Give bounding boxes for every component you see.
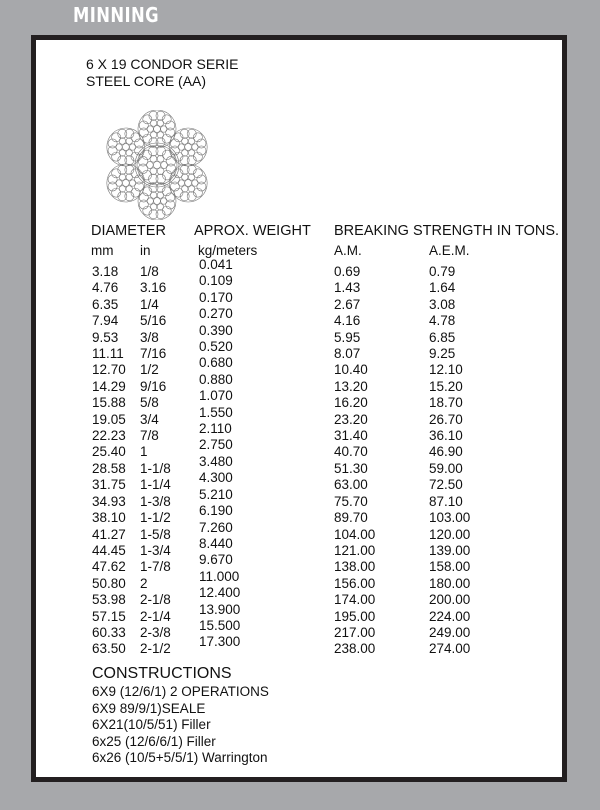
- mm-cell: 60.33: [92, 624, 126, 640]
- in-cell: 1/8: [140, 264, 159, 279]
- am-cell: 195.00: [334, 608, 376, 624]
- weight-header: APROX. WEIGHT: [194, 223, 311, 239]
- am-cell: 0.69: [334, 264, 361, 279]
- am-column: [334, 264, 375, 658]
- weight-cell: 4.300: [199, 470, 233, 486]
- mm-cell: 4.76: [92, 280, 119, 296]
- diameter-header: DIAMETER: [91, 223, 166, 239]
- weight-cell: 13.900: [199, 601, 241, 617]
- am-cell: 10.40: [334, 362, 368, 378]
- in-cell: 1/2: [140, 362, 159, 378]
- weight-subheader: kg/meters: [198, 243, 258, 258]
- weight-cell: 6.190: [199, 503, 233, 519]
- weight-cell: 15.500: [199, 617, 241, 633]
- in-cell: 2-3/8: [140, 624, 171, 640]
- in-cell: 9/16: [140, 378, 167, 394]
- weight-cell: 3.480: [199, 453, 233, 469]
- aem-cell: 15.20: [429, 378, 463, 394]
- in-cell: 3/8: [140, 329, 159, 345]
- weight-cell: 5.210: [199, 486, 233, 502]
- product-title: 6 X 19 CONDOR SERIE: [86, 56, 239, 72]
- am-cell: 31.40: [334, 428, 368, 444]
- mm-cell: 15.88: [92, 395, 126, 411]
- brand-title: MINNING: [73, 3, 160, 27]
- aem-cell: 139.00: [429, 542, 471, 558]
- am-cell: 16.20: [334, 395, 368, 411]
- spec-sheet: [31, 35, 567, 782]
- aem-cell: 249.00: [429, 624, 471, 640]
- construction-item: 6X9 (12/6/1) 2 OPERATIONS: [92, 684, 269, 699]
- in-cell: 3/4: [140, 411, 159, 427]
- in-cell: 2-1/4: [140, 608, 171, 624]
- aem-cell: 36.10: [429, 428, 463, 444]
- aem-cell: 158.00: [429, 559, 471, 575]
- am-cell: 89.70: [334, 510, 368, 526]
- am-cell: 40.70: [334, 444, 368, 460]
- aem-cell: 6.85: [429, 329, 456, 345]
- mm-cell: 57.15: [92, 608, 126, 624]
- aem-cell: 87.10: [429, 493, 463, 509]
- am-cell: 75.70: [334, 493, 368, 509]
- in-cell: 1: [140, 444, 148, 460]
- mm-cell: 6.35: [92, 296, 119, 312]
- in-cell: 1-3/8: [140, 493, 171, 509]
- am-cell: 4.16: [334, 313, 361, 329]
- weight-cell: 7.260: [199, 519, 233, 535]
- mm-cell: 38.10: [92, 510, 126, 526]
- am-cell: 156.00: [334, 575, 376, 591]
- mm-cell: 7.94: [92, 313, 119, 329]
- aem-cell: 200.00: [429, 592, 471, 608]
- am-cell: 174.00: [334, 592, 376, 608]
- am-cell: 2.67: [334, 296, 361, 312]
- weight-cell: 2.110: [199, 421, 232, 437]
- aem-cell: 274.00: [429, 641, 471, 657]
- aem-cell: 180.00: [429, 575, 471, 591]
- am-cell: 63.00: [334, 477, 368, 493]
- in-subheader: in: [140, 243, 151, 258]
- in-cell: 2-1/2: [140, 641, 171, 657]
- aem-cell: 12.10: [429, 362, 463, 378]
- in-cell: 1/4: [140, 296, 159, 312]
- am-subheader: A.M.: [334, 243, 362, 258]
- mm-cell: 9.53: [92, 329, 119, 345]
- mm-cell: 31.75: [92, 477, 126, 493]
- aem-cell: 1.64: [429, 280, 456, 296]
- aem-cell: 120.00: [429, 526, 471, 542]
- am-cell: 104.00: [334, 526, 376, 542]
- aem-cell: 46.90: [429, 444, 463, 460]
- construction-item: 6X21(10/5/51) Filler: [92, 717, 211, 733]
- aem-cell: 72.50: [429, 477, 463, 493]
- rope-cross-section-icon: [102, 110, 212, 220]
- mm-cell: 19.05: [92, 411, 126, 427]
- aem-cell: 18.70: [429, 395, 463, 411]
- construction-item: 6x25 (12/6/6/1) Filler: [92, 733, 216, 749]
- in-cell: 1-3/4: [140, 542, 171, 558]
- am-cell: 13.20: [334, 378, 368, 394]
- aem-cell: 3.08: [429, 296, 456, 312]
- product-subtitle: STEEL CORE (AA): [86, 73, 207, 89]
- am-cell: 217.00: [334, 624, 376, 640]
- breaking-strength-header: BREAKING STRENGTH IN TONS.: [334, 223, 560, 239]
- aem-column: [429, 264, 470, 658]
- am-cell: 23.20: [334, 411, 368, 427]
- weight-cell: 0.680: [199, 355, 233, 371]
- weight-cell: 2.750: [199, 437, 233, 453]
- mm-cell: 22.23: [92, 428, 126, 444]
- weight-cell: 8.440: [199, 535, 233, 551]
- construction-item: 6X9 89/9/1)SEALE: [92, 700, 206, 716]
- mm-cell: 53.98: [92, 592, 126, 608]
- weight-cell: 0.880: [199, 371, 233, 387]
- weight-cell: 0.390: [199, 322, 233, 338]
- in-cell: 1-5/8: [140, 526, 171, 542]
- mm-cell: 28.58: [92, 460, 126, 476]
- weight-cell: 0.520: [199, 339, 233, 355]
- in-cell: 7/16: [140, 346, 167, 362]
- weight-cell: 12.400: [199, 585, 241, 601]
- weight-cell: 11.000: [199, 568, 240, 584]
- in-cell: 5/16: [140, 313, 167, 329]
- mm-cell: 14.29: [92, 378, 126, 394]
- mm-cell: 12.70: [92, 362, 126, 378]
- am-cell: 51.30: [334, 460, 368, 476]
- in-cell: 3.16: [140, 280, 167, 296]
- in-cell: 5/8: [140, 395, 159, 411]
- aem-cell: 9.25: [429, 346, 456, 362]
- mm-cell: 44.45: [92, 542, 126, 558]
- weight-cell: 1.550: [199, 404, 233, 420]
- mm-cell: 11.11: [92, 346, 124, 362]
- constructions-list: [92, 684, 269, 767]
- mm-cell: 25.40: [92, 444, 126, 460]
- aem-cell: 26.70: [429, 411, 463, 427]
- in-cell: 1-7/8: [140, 559, 171, 575]
- am-cell: 1.43: [334, 280, 361, 296]
- mm-column: [92, 264, 126, 658]
- weight-cell: 17.300: [199, 634, 241, 650]
- in-cell: 1-1/2: [140, 510, 171, 526]
- weight-cell: 1.070: [199, 388, 233, 404]
- am-cell: 138.00: [334, 559, 376, 575]
- in-cell: 2: [140, 575, 148, 591]
- constructions-heading: CONSTRUCTIONS: [92, 665, 232, 682]
- weight-cell: 0.109: [199, 273, 233, 289]
- aem-subheader: A.E.M.: [429, 243, 470, 258]
- mm-cell: 3.18: [92, 264, 119, 279]
- mm-subheader: mm: [91, 243, 114, 258]
- in-cell: 2-1/8: [140, 592, 171, 608]
- am-cell: 238.00: [334, 641, 376, 657]
- aem-cell: 4.78: [429, 313, 456, 329]
- in-cell: 7/8: [140, 428, 159, 444]
- am-cell: 5.95: [334, 329, 361, 345]
- aem-cell: 224.00: [429, 608, 471, 624]
- aem-cell: 0.79: [429, 264, 456, 279]
- construction-item: 6x26 (10/5+5/5/1) Warrington: [92, 750, 268, 766]
- mm-cell: 41.27: [92, 526, 126, 542]
- mm-cell: 63.50: [92, 641, 126, 657]
- in-column: [140, 264, 171, 658]
- mm-cell: 47.62: [92, 559, 126, 575]
- aem-cell: 103.00: [429, 510, 471, 526]
- weight-column: [199, 257, 240, 651]
- mm-cell: 34.93: [92, 493, 126, 509]
- weight-cell: 0.270: [199, 306, 233, 322]
- weight-cell: 0.170: [199, 289, 233, 305]
- mm-cell: 50.80: [92, 575, 126, 591]
- in-cell: 1-1/8: [140, 460, 171, 476]
- in-cell: 1-1/4: [140, 477, 171, 493]
- am-cell: 8.07: [334, 346, 361, 362]
- weight-cell: 9.670: [199, 552, 233, 568]
- am-cell: 121.00: [334, 542, 376, 558]
- aem-cell: 59.00: [429, 460, 463, 476]
- weight-cell: 0.041: [199, 257, 233, 272]
